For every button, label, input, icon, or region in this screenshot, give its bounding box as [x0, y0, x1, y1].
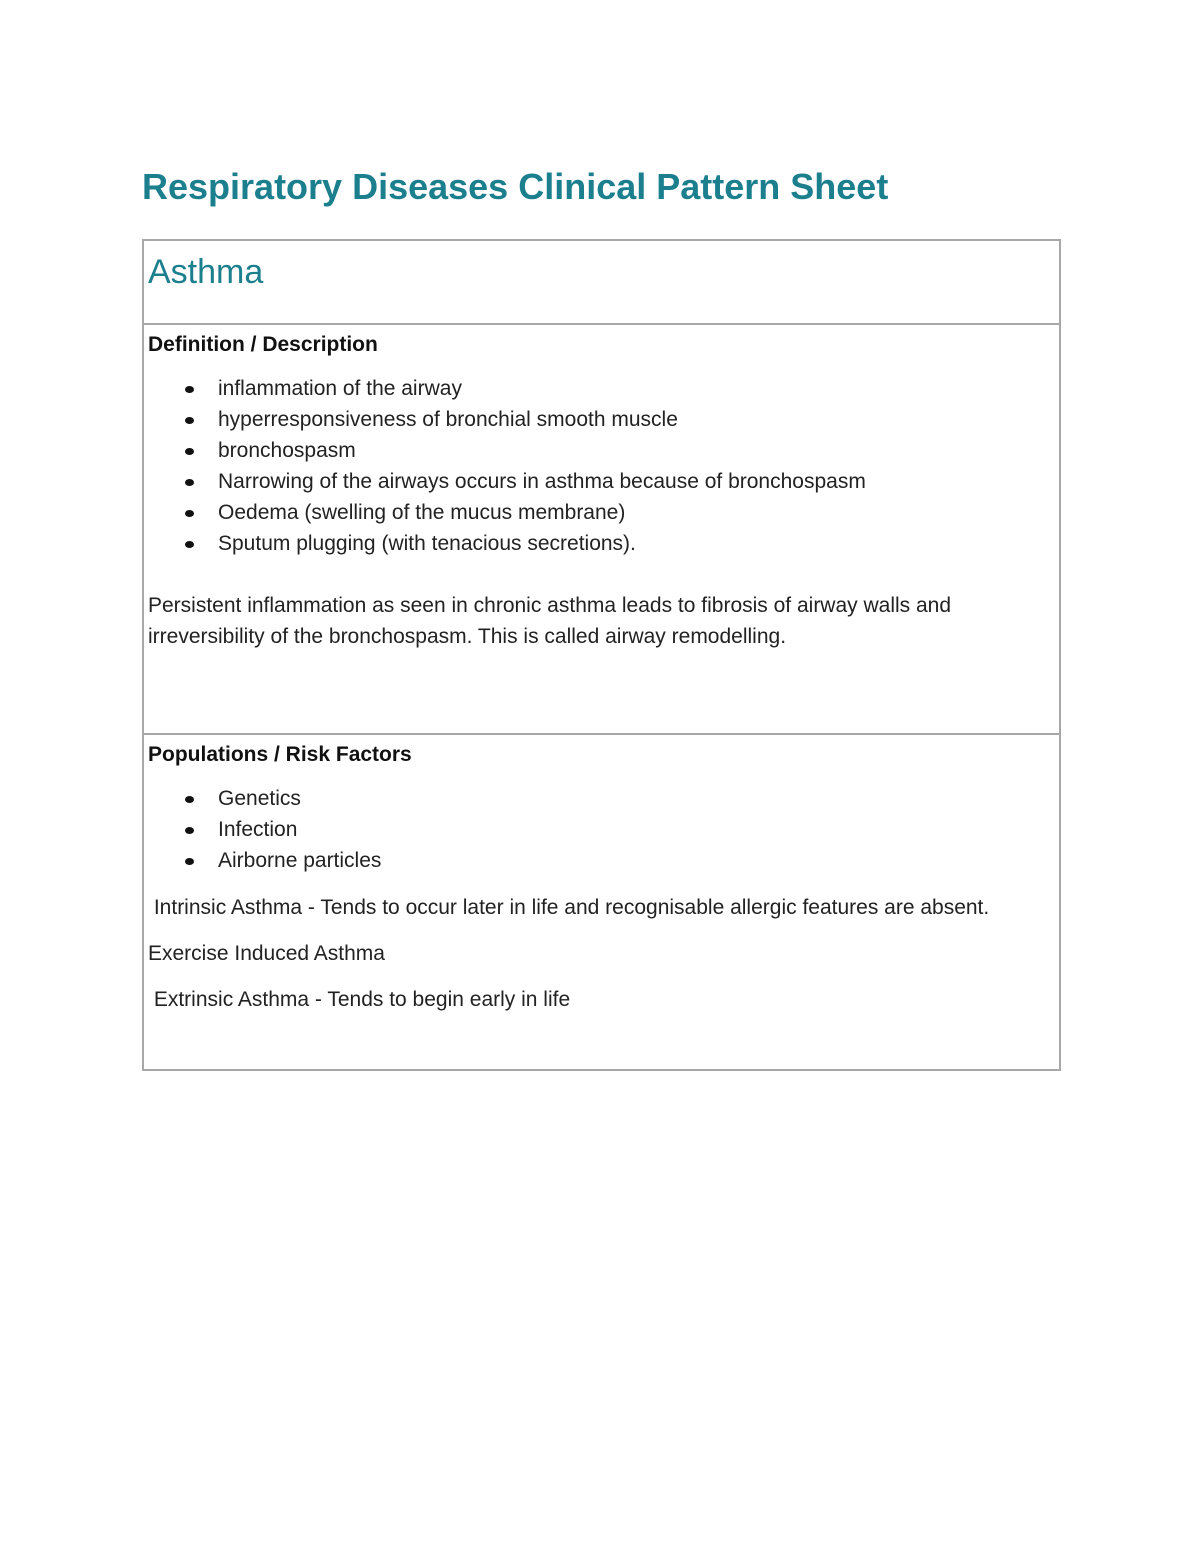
list-item — [148, 783, 1055, 814]
bullet-icon — [185, 479, 194, 486]
bullet-icon — [185, 448, 194, 455]
list-item-text: Oedema (swelling of the mucus membrane) — [218, 501, 626, 524]
list-item-text: Narrowing of the airways occurs in asthma because of bronchospasm — [218, 470, 866, 493]
intrinsic-asthma-paragraph: Intrinsic Asthma - Tends to occur later in life and recognisable allergic features are absent. — [148, 896, 990, 919]
list-item — [148, 466, 1055, 497]
bullet-icon — [185, 796, 194, 803]
bullet-icon — [185, 386, 194, 393]
list-item-text: Airborne particles — [218, 849, 382, 872]
list-item — [148, 814, 1055, 845]
bullet-icon — [185, 827, 194, 834]
list-item — [148, 373, 1055, 404]
risk-factors-cell — [143, 734, 1060, 1070]
clinical-pattern-table — [142, 239, 1061, 1071]
bullet-icon — [185, 510, 194, 517]
bullet-icon — [185, 417, 194, 424]
disease-row — [143, 240, 1060, 324]
definition-paragraph: Persistent inflammation as seen in chronic asthma leads to fibrosis of airway walls and irreversibility of the bronchospasm. This is called airway remodelling. — [148, 594, 952, 648]
risk-factors-list — [148, 783, 1055, 876]
bullet-icon — [185, 541, 194, 548]
list-item-text: bronchospasm — [218, 439, 356, 462]
list-item-text: hyperresponsiveness of bronchial smooth muscle — [218, 408, 678, 431]
disease-name: Asthma — [148, 253, 264, 291]
list-item — [148, 528, 1055, 559]
list-item — [148, 435, 1055, 466]
page-title: Respiratory Diseases Clinical Pattern Sheet — [142, 166, 889, 207]
list-item — [148, 497, 1055, 528]
exercise-asthma-paragraph: Exercise Induced Asthma — [148, 942, 385, 965]
risk-factors-row — [143, 734, 1060, 1070]
definition-heading: Definition / Description — [148, 333, 378, 356]
extrinsic-asthma-paragraph: Extrinsic Asthma - Tends to begin early in life — [148, 988, 571, 1011]
definition-cell — [143, 324, 1060, 734]
list-item-text: Infection — [218, 818, 298, 841]
list-item — [148, 845, 1055, 876]
definition-list — [148, 373, 1055, 559]
risk-factors-heading: Populations / Risk Factors — [148, 743, 412, 766]
list-item-text: Genetics — [218, 787, 301, 810]
list-item-text: Sputum plugging (with tenacious secretions). — [218, 532, 636, 555]
bullet-icon — [185, 858, 194, 865]
list-item — [148, 404, 1055, 435]
list-item-text: inflammation of the airway — [218, 377, 462, 400]
definition-row — [143, 324, 1060, 734]
disease-cell — [143, 240, 1060, 324]
